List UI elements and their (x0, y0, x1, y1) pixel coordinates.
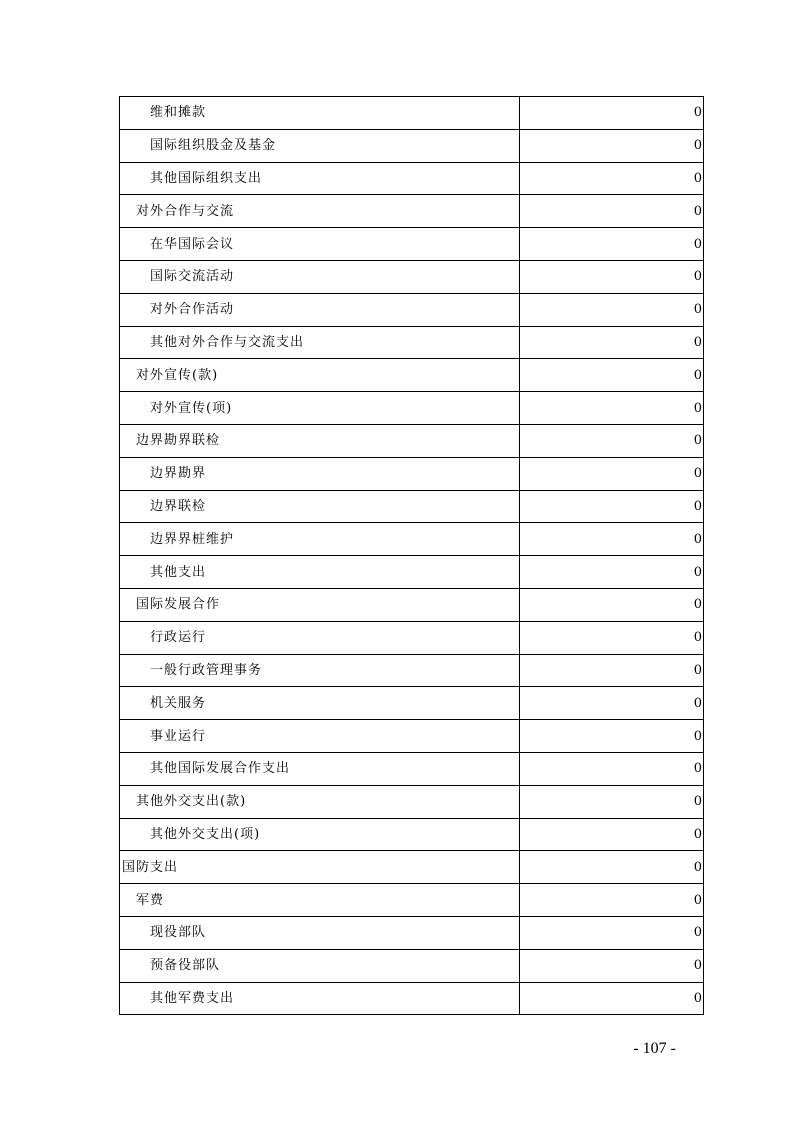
table-row (120, 818, 704, 851)
row-item-name: 行政运行 (120, 621, 520, 654)
row-item-name: 在华国际会议 (120, 228, 520, 261)
row-item-name: 边界联检 (120, 490, 520, 523)
row-item-value: 0 (520, 326, 704, 359)
row-item-value: 0 (520, 785, 704, 818)
table-row (120, 523, 704, 556)
table-row (120, 588, 704, 621)
table-row (120, 293, 704, 326)
row-item-name: 其他对外合作与交流支出 (120, 326, 520, 359)
table-row (120, 851, 704, 884)
row-item-name: 其他军费支出 (120, 982, 520, 1015)
row-item-value: 0 (520, 457, 704, 490)
row-item-name: 国防支出 (120, 851, 520, 884)
row-item-value: 0 (520, 982, 704, 1015)
row-item-name: 其他外交支出(项) (120, 818, 520, 851)
table-row (120, 359, 704, 392)
table-row (120, 949, 704, 982)
row-item-name: 国际发展合作 (120, 588, 520, 621)
row-item-name: 对外宣传(项) (120, 392, 520, 425)
row-item-value: 0 (520, 949, 704, 982)
row-item-value: 0 (520, 392, 704, 425)
page-number: - 107 - (633, 1040, 676, 1057)
table-row (120, 884, 704, 917)
table-row (120, 687, 704, 720)
row-item-name: 现役部队 (120, 916, 520, 949)
row-item-value: 0 (520, 228, 704, 261)
table-row (120, 785, 704, 818)
row-item-value: 0 (520, 490, 704, 523)
row-item-value: 0 (520, 621, 704, 654)
row-item-value: 0 (520, 162, 704, 195)
budget-table (119, 96, 704, 1015)
row-item-name: 对外宣传(款) (120, 359, 520, 392)
row-item-value: 0 (520, 359, 704, 392)
row-item-name: 预备役部队 (120, 949, 520, 982)
table-row (120, 260, 704, 293)
row-item-name: 国际交流活动 (120, 260, 520, 293)
row-item-name: 其他支出 (120, 556, 520, 589)
row-item-name: 其他国际组织支出 (120, 162, 520, 195)
row-item-value: 0 (520, 884, 704, 917)
row-item-name: 国际组织股金及基金 (120, 129, 520, 162)
row-item-name: 其他国际发展合作支出 (120, 752, 520, 785)
row-item-value: 0 (520, 687, 704, 720)
row-item-value: 0 (520, 293, 704, 326)
table-row (120, 982, 704, 1015)
row-item-name: 对外合作活动 (120, 293, 520, 326)
table-row (120, 97, 704, 130)
row-item-value: 0 (520, 97, 704, 130)
row-item-value: 0 (520, 523, 704, 556)
row-item-name: 军费 (120, 884, 520, 917)
row-item-value: 0 (520, 916, 704, 949)
row-item-name: 一般行政管理事务 (120, 654, 520, 687)
row-item-name: 边界界桩维护 (120, 523, 520, 556)
table-row (120, 621, 704, 654)
row-item-name: 边界勘界联检 (120, 424, 520, 457)
table-row (120, 195, 704, 228)
row-item-value: 0 (520, 424, 704, 457)
row-item-name: 事业运行 (120, 720, 520, 753)
row-item-value: 0 (520, 129, 704, 162)
row-item-name: 维和摊款 (120, 97, 520, 130)
row-item-name: 机关服务 (120, 687, 520, 720)
table-row (120, 392, 704, 425)
row-item-value: 0 (520, 851, 704, 884)
row-item-value: 0 (520, 260, 704, 293)
table-row (120, 916, 704, 949)
table-row (120, 326, 704, 359)
row-item-value: 0 (520, 818, 704, 851)
row-item-value: 0 (520, 654, 704, 687)
table-row (120, 490, 704, 523)
table-row (120, 654, 704, 687)
table-row (120, 457, 704, 490)
table-row (120, 720, 704, 753)
row-item-name: 其他外交支出(款) (120, 785, 520, 818)
row-item-value: 0 (520, 588, 704, 621)
row-item-name: 对外合作与交流 (120, 195, 520, 228)
table-row (120, 228, 704, 261)
table-row (120, 556, 704, 589)
row-item-value: 0 (520, 195, 704, 228)
budget-table-body (120, 97, 704, 1015)
table-row (120, 162, 704, 195)
table-row (120, 752, 704, 785)
table-row (120, 129, 704, 162)
row-item-name: 边界勘界 (120, 457, 520, 490)
row-item-value: 0 (520, 556, 704, 589)
row-item-value: 0 (520, 720, 704, 753)
row-item-value: 0 (520, 752, 704, 785)
table-row (120, 424, 704, 457)
